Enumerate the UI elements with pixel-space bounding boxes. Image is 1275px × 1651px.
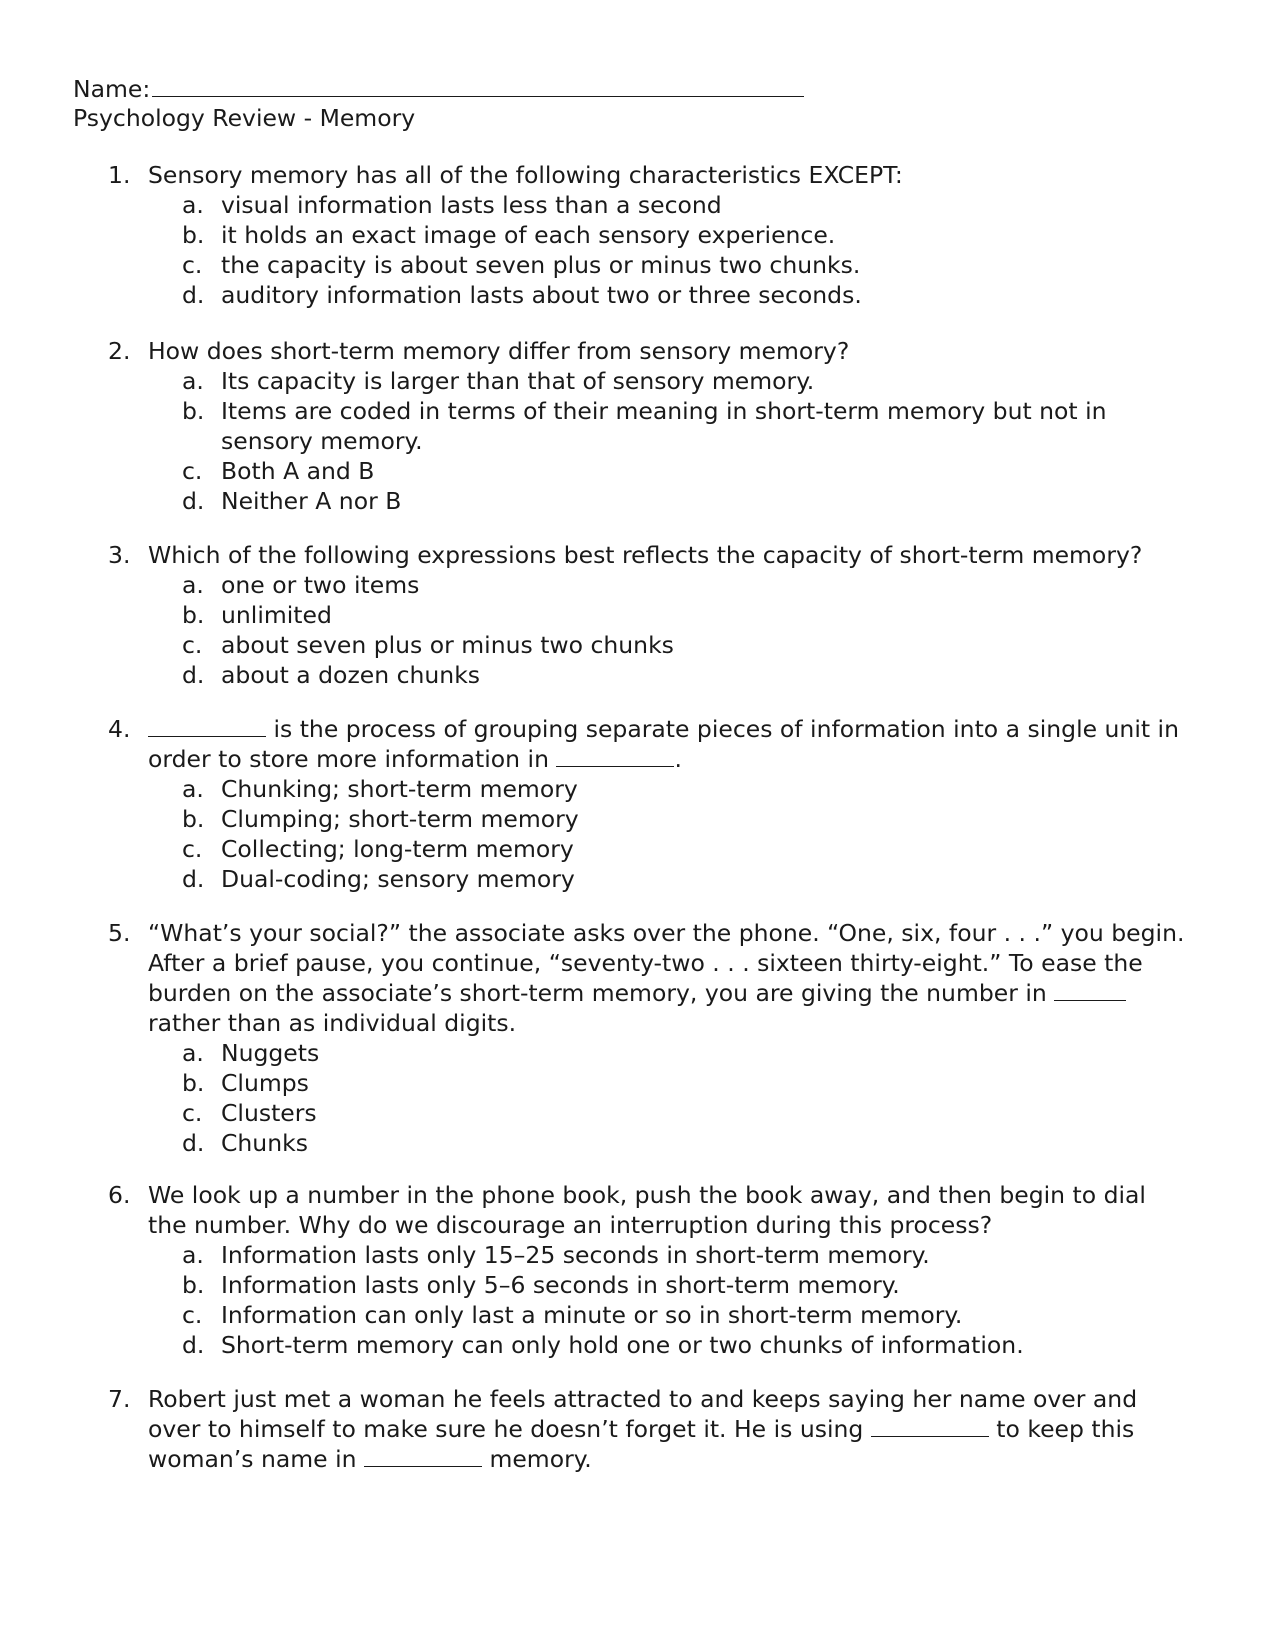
answer-option-continued bbox=[0, 426, 1275, 456]
option-text: Both A and B bbox=[221, 457, 375, 485]
option-letter: b. bbox=[182, 397, 205, 425]
question-number: 6. bbox=[108, 1181, 131, 1209]
option-letter: a. bbox=[182, 571, 204, 599]
question-text: “What’s your social?” the associate asks over the phone. “One, six, four . . .” you begin. bbox=[148, 919, 1185, 947]
option-text: sensory memory. bbox=[221, 427, 423, 455]
question-text-continued: the number. Why do we discourage an interruption during this process? bbox=[148, 1211, 993, 1239]
question-text: We look up a number in the phone book, push the book away, and then begin to dial bbox=[148, 1181, 1146, 1209]
answer-option[interactable] bbox=[0, 250, 1275, 280]
option-text: Information lasts only 5–6 seconds in short-term memory. bbox=[221, 1271, 900, 1299]
option-letter: d. bbox=[182, 661, 205, 689]
question-text: is the process of grouping separate pieces of information into a single unit in bbox=[148, 714, 1179, 744]
question-number: 5. bbox=[108, 919, 131, 947]
question-7 bbox=[0, 1384, 1275, 1474]
answer-option[interactable] bbox=[0, 570, 1275, 600]
question-text: How does short-term memory differ from sensory memory? bbox=[148, 337, 850, 365]
question-number: 1. bbox=[108, 161, 131, 189]
answer-option[interactable] bbox=[0, 220, 1275, 250]
option-text: Information lasts only 15–25 seconds in short-term memory. bbox=[221, 1241, 930, 1269]
option-letter: d. bbox=[182, 487, 205, 515]
option-text: Collecting; long-term memory bbox=[221, 835, 574, 863]
option-text: visual information lasts less than a second bbox=[221, 191, 722, 219]
answer-option[interactable] bbox=[0, 366, 1275, 396]
answer-option[interactable] bbox=[0, 1300, 1275, 1330]
question-text-continued: order to store more information in . bbox=[148, 745, 682, 773]
option-letter: b. bbox=[182, 221, 205, 249]
fill-in-blank[interactable] bbox=[871, 1416, 989, 1437]
fill-in-blank[interactable] bbox=[148, 716, 266, 737]
answer-option[interactable] bbox=[0, 1270, 1275, 1300]
option-text: it holds an exact image of each sensory experience. bbox=[221, 221, 836, 249]
answer-option[interactable] bbox=[0, 834, 1275, 864]
option-text: Chunking; short-term memory bbox=[221, 775, 578, 803]
option-text: unlimited bbox=[221, 601, 332, 629]
question-text-continued: woman’s name in memory. bbox=[148, 1445, 592, 1473]
answer-option[interactable] bbox=[0, 1330, 1275, 1360]
option-letter: b. bbox=[182, 1069, 205, 1097]
question-3 bbox=[0, 540, 1275, 690]
option-text: about seven plus or minus two chunks bbox=[221, 631, 674, 659]
answer-option[interactable] bbox=[0, 864, 1275, 894]
option-letter: b. bbox=[182, 601, 205, 629]
answer-option[interactable] bbox=[0, 774, 1275, 804]
option-letter: a. bbox=[182, 775, 204, 803]
answer-option[interactable] bbox=[0, 280, 1275, 310]
option-letter: c. bbox=[182, 251, 203, 279]
option-letter: d. bbox=[182, 1331, 205, 1359]
question-text-continued: burden on the associate’s short-term memory, you are giving the number in bbox=[148, 978, 1126, 1008]
option-letter: c. bbox=[182, 1099, 203, 1127]
option-text: Short-term memory can only hold one or two chunks of information. bbox=[221, 1331, 1024, 1359]
question-1 bbox=[0, 160, 1275, 310]
question-2 bbox=[0, 336, 1275, 516]
answer-option[interactable] bbox=[0, 456, 1275, 486]
question-text-continued: over to himself to make sure he doesn’t forget it. He is using to keep this bbox=[148, 1415, 1135, 1443]
option-letter: c. bbox=[182, 1301, 203, 1329]
option-text: about a dozen chunks bbox=[221, 661, 481, 689]
option-text: auditory information lasts about two or three seconds. bbox=[221, 281, 862, 309]
option-letter: b. bbox=[182, 805, 205, 833]
question-number: 3. bbox=[108, 541, 131, 569]
answer-option[interactable] bbox=[0, 600, 1275, 630]
question-number: 4. bbox=[108, 715, 131, 743]
option-letter: b. bbox=[182, 1271, 205, 1299]
question-number: 7. bbox=[108, 1385, 131, 1413]
answer-option[interactable] bbox=[0, 190, 1275, 220]
answer-option[interactable] bbox=[0, 396, 1275, 426]
option-letter: a. bbox=[182, 1241, 204, 1269]
answer-option[interactable] bbox=[0, 1098, 1275, 1128]
option-letter: d. bbox=[182, 281, 205, 309]
option-letter: a. bbox=[182, 1039, 204, 1067]
question-number: 2. bbox=[108, 337, 131, 365]
option-text: Clumping; short-term memory bbox=[221, 805, 579, 833]
name-field bbox=[73, 74, 804, 104]
fill-in-blank[interactable] bbox=[556, 746, 674, 767]
answer-option[interactable] bbox=[0, 660, 1275, 690]
option-text: one or two items bbox=[221, 571, 420, 599]
option-text: Clumps bbox=[221, 1069, 309, 1097]
option-text: Dual-coding; sensory memory bbox=[221, 865, 575, 893]
option-letter: c. bbox=[182, 631, 203, 659]
question-4 bbox=[0, 714, 1275, 894]
option-letter: d. bbox=[182, 865, 205, 893]
question-text: Robert just met a woman he feels attracted to and keeps saying her name over and bbox=[148, 1385, 1138, 1413]
option-letter: a. bbox=[182, 367, 204, 395]
option-text: Information can only last a minute or so in short-term memory. bbox=[221, 1301, 963, 1329]
question-text: Sensory memory has all of the following characteristics EXCEPT: bbox=[148, 161, 903, 189]
answer-option[interactable] bbox=[0, 1128, 1275, 1158]
option-letter: d. bbox=[182, 1129, 205, 1157]
option-text: Neither A nor B bbox=[221, 487, 402, 515]
question-5 bbox=[0, 918, 1275, 1158]
option-text: Items are coded in terms of their meaning in short-term memory but not in bbox=[221, 397, 1107, 425]
option-letter: a. bbox=[182, 191, 204, 219]
question-text: Which of the following expressions best reflects the capacity of short-term memory? bbox=[148, 541, 1143, 569]
fill-in-blank[interactable] bbox=[1054, 980, 1126, 1001]
option-text: the capacity is about seven plus or minus two chunks. bbox=[221, 251, 861, 279]
name-blank-line[interactable] bbox=[152, 74, 804, 97]
option-text: Clusters bbox=[221, 1099, 317, 1127]
answer-option[interactable] bbox=[0, 804, 1275, 834]
question-6 bbox=[0, 1180, 1275, 1360]
answer-option[interactable] bbox=[0, 1068, 1275, 1098]
option-letter: c. bbox=[182, 835, 203, 863]
name-label: Name: bbox=[73, 75, 151, 103]
option-text: Its capacity is larger than that of sensory memory. bbox=[221, 367, 815, 395]
option-letter: c. bbox=[182, 457, 203, 485]
answer-option[interactable] bbox=[0, 486, 1275, 516]
answer-option[interactable] bbox=[0, 630, 1275, 660]
answer-option[interactable] bbox=[0, 1038, 1275, 1068]
option-text: Chunks bbox=[221, 1129, 308, 1157]
answer-option[interactable] bbox=[0, 1240, 1275, 1270]
question-text-continued: rather than as individual digits. bbox=[148, 1009, 517, 1037]
fill-in-blank[interactable] bbox=[364, 1446, 482, 1467]
worksheet-title: Psychology Review - Memory bbox=[73, 104, 416, 132]
option-text: Nuggets bbox=[221, 1039, 320, 1067]
question-text-continued: After a brief pause, you continue, “seventy-two . . . sixteen thirty-eight.” To ease the bbox=[148, 949, 1143, 977]
